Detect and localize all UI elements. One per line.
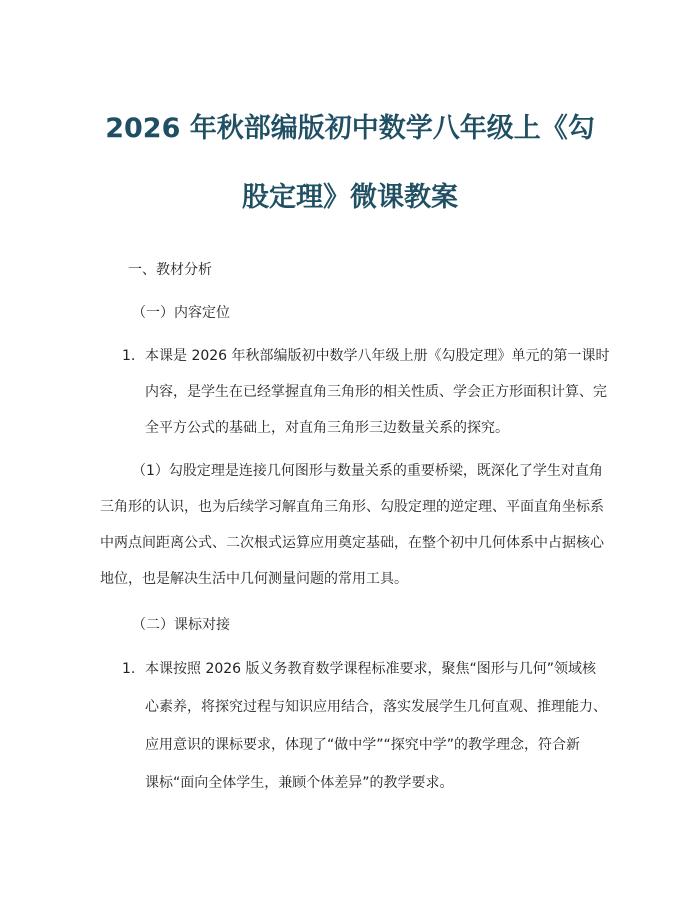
subsection-heading-positioning: （一）内容定位: [132, 305, 230, 321]
list-item-number: 1.: [122, 661, 136, 677]
paragraph-line: （1）勾股定理是连接几何图形与数量关系的重要桥梁，既深化了学生对直角: [132, 463, 603, 479]
document-title-line-2: 股定理》微课教案: [242, 182, 458, 213]
paragraph-line: 内容，是学生在已经掌握直角三角形的相关性质、学会正方形面积计算、完: [145, 384, 607, 400]
document-title-line-1: 2026 年秋部编版初中数学八年级上《勾: [105, 113, 595, 144]
subsection-heading-curriculum: （二）课标对接: [132, 617, 230, 633]
paragraph-line: 心素养，将探究过程与知识应用结合，落实发展学生几何直观、推理能力、: [145, 699, 607, 715]
paragraph-line: 三角形的认识，也为后续学习解直角三角形、勾股定理的逆定理、平面直角坐标系: [100, 499, 604, 515]
paragraph-line: 应用意识的课标要求，体现了“做中学”“探究中学”的教学理念，符合新: [145, 737, 581, 753]
list-item-number: 1.: [122, 348, 136, 364]
paragraph-line: 全平方公式的基础上，对直角三角形三边数量关系的探究。: [145, 420, 509, 436]
paragraph-line: 本课按照 2026 版义务教育数学课程标准要求，聚焦“图形与几何”领域核: [145, 661, 597, 677]
paragraph-line: 课标“面向全体学生，兼顾个体差异”的教学要求。: [145, 775, 454, 791]
paragraph-line: 本课是 2026 年秋部编版初中数学八年级上册《勾股定理》单元的第一课时: [145, 348, 610, 364]
paragraph-line: 中两点间距离公式、二次根式运算应用奠定基础，在整个初中几何体系中占据核心: [100, 535, 604, 551]
section-heading-analysis: 一、教材分析: [128, 262, 212, 278]
paragraph-line: 地位，也是解决生活中几何测量问题的常用工具。: [100, 571, 408, 587]
